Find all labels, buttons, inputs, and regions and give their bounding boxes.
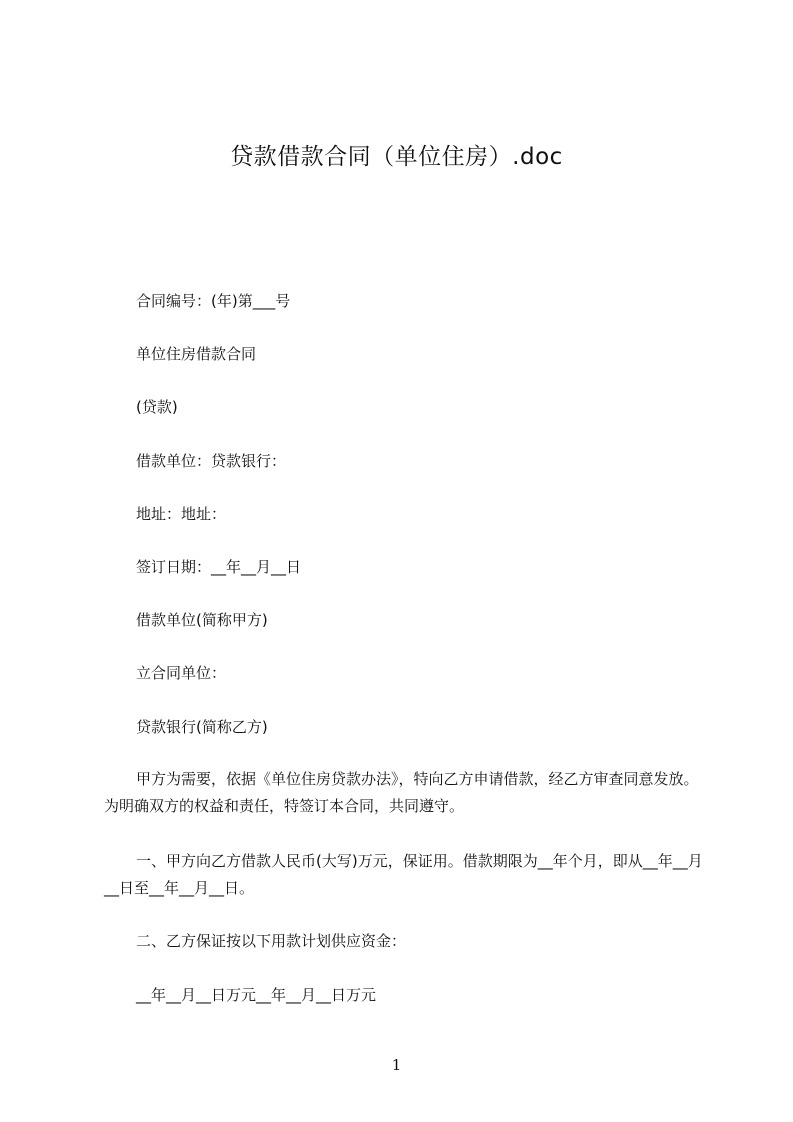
schedule-line: __年__月__日万元__年__月__日万元 [136, 986, 377, 1004]
parties-line: 借款单位：贷款银行： [136, 452, 287, 470]
lender-label: 贷款银行(简称乙方) [136, 718, 268, 736]
page-number: 1 [391, 1056, 402, 1074]
clause-two-heading: 二、乙方保证按以下用款计划供应资金： [136, 932, 407, 950]
clause-one-paragraph: 一、甲方向乙方借款人民币(大写)万元，保证用。借款期限为__年个月，即从__年__月__日至__年__月__日。 [104, 852, 703, 897]
document-title: 贷款借款合同（单位住房）.doc [230, 144, 563, 170]
signing-date: 签订日期：__年__月__日 [136, 558, 302, 576]
address-line: 地址：地址： [136, 505, 227, 523]
contracting-unit: 立合同单位： [136, 664, 227, 682]
borrower-label: 借款单位(简称甲方) [136, 611, 268, 629]
intro-paragraph: 甲方为需要，依据《单位住房贷款办法》，特向乙方申请借款，经乙方审查同意发放。为明确双方的权益和责任，特签订本合同，共同遵守。 [104, 770, 699, 815]
contract-number: 合同编号：(年)第___号 [136, 292, 291, 310]
contract-heading: 单位住房借款合同 [136, 345, 257, 363]
contract-subheading: (贷款) [136, 398, 178, 416]
